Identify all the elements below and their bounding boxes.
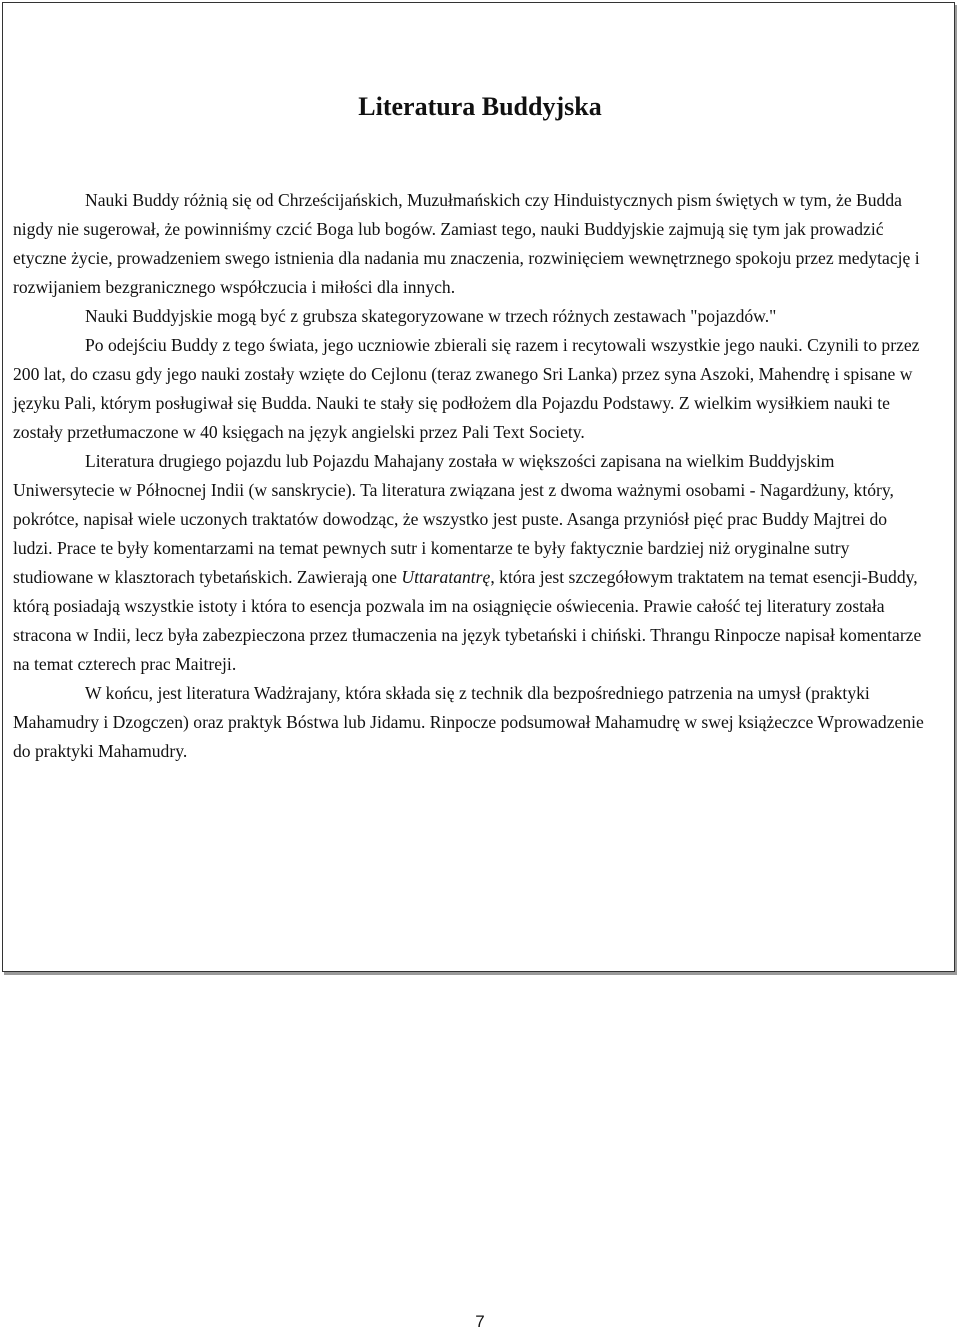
paragraph-4-emphasis: Uttaratantrę <box>401 567 491 587</box>
paragraph-4-text-after: , która jest szczegółowym traktatem na temat esencji-Buddy, którą posiadają wszystkie istoty i która to esencja pozwala im na osiągnięcie oświecenia. Prawie całość tej literatury została stracona w Indii, lecz była zabezpieczona przez tłumaczenia na język tybetański i chiński. Thrangu Rinpocze napisał komentarze na temat czterech prac Maitreji. <box>13 567 922 674</box>
page-number: 7 <box>475 1312 485 1331</box>
paragraph-4-text-before: Literatura drugiego pojazdu lub Pojazdu Mahajany została w większości zapisana na wielkim Buddyjskim Uniwersytecie w Północnej Indii (w sanskrycie). Ta literatura związana jest z dwoma ważnymi osobami - Nagardżuny, który, pokrótce, napisał wiele uczonych traktatów dowodząc, że wszystko jest puste. Asanga przyniósł pięć prac Buddy Majtrei do ludzi. Prace te były komentarzami na temat pewnych sutr i komentarze te były faktycznie bardziej niż oryginalne sutry studiowane w klasztorach tybetańskich. Zawierają one <box>13 451 894 587</box>
paragraph-1: Nauki Buddy różnią się od Chrześcijańskich, Muzułmańskich czy Hinduistycznych pism świętych w tym, że Budda nigdy nie sugerował, że powinniśmy czcić Boga lub bogów. Zamiast tego, nauki Buddyjskie zajmują się tym jak prowadzić etyczne życie, prowadzeniem swego istnienia dla nadania mu znaczenia, rozwinięciem wewnętrznego spokoju przez medytację i rozwijaniem bezgranicznego współczucia i miłości dla innych. <box>13 190 920 297</box>
document-title: Literatura Buddyjska <box>358 92 602 121</box>
paragraph-5: W końcu, jest literatura Wadżrajany, która składa się z technik dla bezpośredniego patrzenia na umysł (praktyki Mahamudry i Dzogczen) oraz praktyk Bóstwa lub Jidamu. Rinpocze podsumował Mahamudrę w swej książeczce Wprowadzenie do praktyki Mahamudry. <box>13 683 924 761</box>
paragraph-3: Po odejściu Buddy z tego świata, jego uczniowie zbierali się razem i recytowali wszystkie jego nauki. Czynili to przez 200 lat, do czasu gdy jego nauki zostały wzięte do Cejlonu (teraz zwanego Sri Lanka) przez syna Aszoki, Mahendrę i spisane w języku Pali, którym posługiwał się Budda. Nauki te stały się podłożem dla Pojazdu Podstawy. Z wielkim wysiłkiem nauki te zostały przetłumaczone w 40 księgach na język angielski przez Pali Text Society. <box>13 335 920 442</box>
paragraph-2: Nauki Buddyjskie mogą być z grubsza skategoryzowane w trzech różnych zestawach "pojazdów." <box>85 306 777 326</box>
paragraph-4 <box>13 447 931 679</box>
document-body <box>13 186 931 766</box>
